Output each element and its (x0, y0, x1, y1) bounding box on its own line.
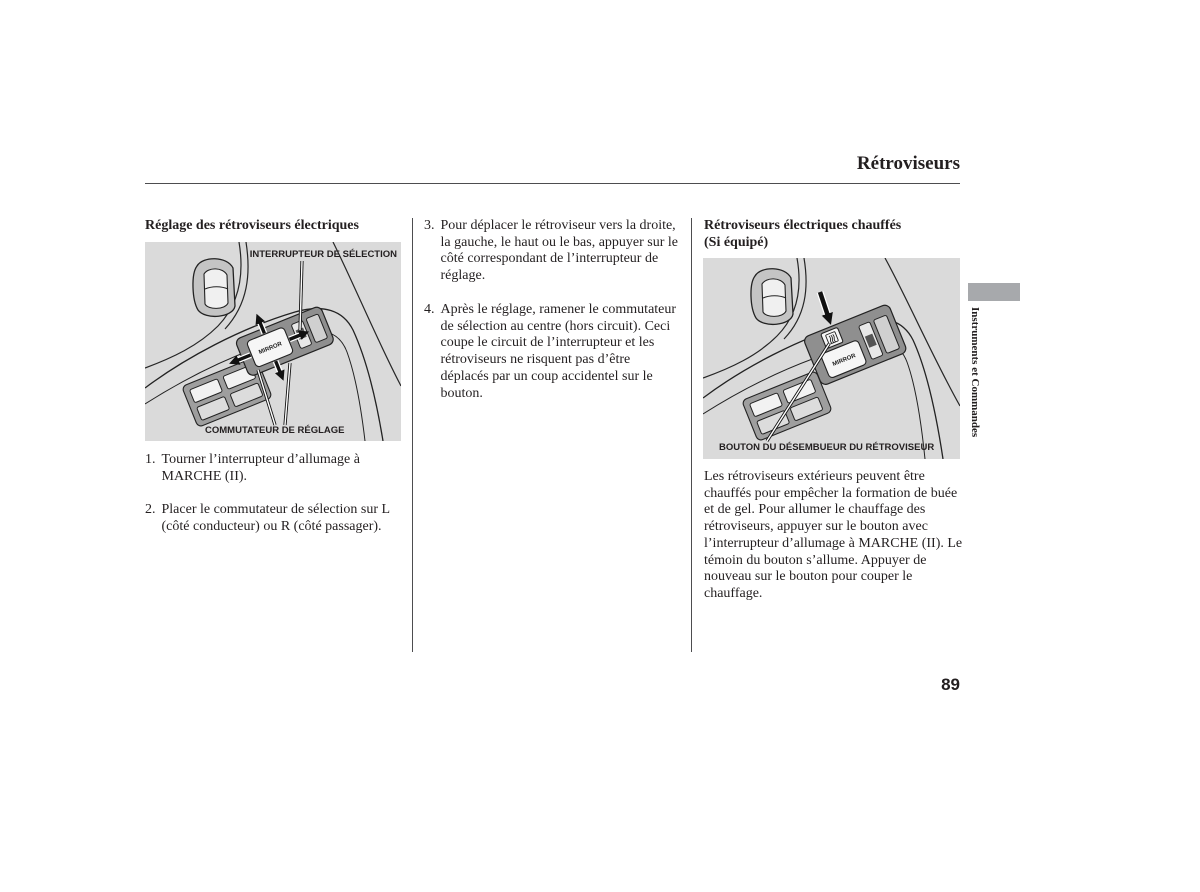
page-title: Rétroviseurs (856, 153, 960, 174)
text-line: témoin du bouton s’allume. Appuyer de (704, 552, 927, 568)
step-4 (424, 302, 676, 402)
text-line: Après le réglage, ramener le commutateur (440, 302, 677, 317)
door-handle-drawing (751, 269, 793, 325)
text-line: côté correspondant de l’interrupteur de (440, 251, 659, 267)
figure-mirror-defogger (703, 258, 960, 459)
text-line: Tourner l’interrupteur d’allumage à (161, 452, 360, 467)
text-line: déplacés par un coup accidentel sur le (440, 368, 653, 384)
text-line: et de gel. Pour allumer le chauffage des (704, 502, 926, 518)
column-divider-left (412, 218, 413, 652)
column-divider-right (691, 218, 692, 652)
heading-line: Rétroviseurs électriques chauffés (704, 218, 902, 233)
text-line: bouton. (440, 385, 483, 401)
step-number: 2. (145, 502, 156, 517)
mirror-switch-marking: MIRROR (831, 353, 857, 368)
step-text (162, 452, 360, 485)
mirror-adjustment-illustration (145, 242, 401, 441)
text-line: Placer le commutateur de sélection sur L (161, 502, 391, 517)
step-text (441, 302, 677, 402)
text-line: Pour déplacer le rétroviseur vers la droite, (440, 218, 676, 233)
figure-label-defogger-button: BOUTON DU DÉSEMBUEUR DU RÉTROVISEUR (719, 442, 935, 453)
text-line: de sélection au centre (hors circuit). Ceci (440, 318, 671, 334)
text-line: (côté conducteur) ou R (côté passager). (161, 518, 382, 534)
door-handle-grip (762, 279, 786, 317)
step-2 (145, 502, 390, 535)
step-3 (424, 218, 678, 285)
page-number: 89 (941, 675, 960, 694)
step-text (162, 502, 391, 535)
mirror-defogger-illustration (703, 258, 960, 459)
text-line: rétroviseurs ne risquent pas d’être (440, 352, 631, 368)
mirror-switch-marking: MIRROR (258, 341, 283, 356)
text-line: la gauche, le haut ou le bas, appuyer sur le (440, 234, 679, 250)
text-line: l’interrupteur d’allumage à MARCHE (II). Le (704, 535, 963, 551)
text-line: chauffés pour empêcher la formation de buée (704, 485, 958, 501)
text-line: rétroviseurs, appuyer sur le bouton avec (704, 519, 928, 535)
figure-mirror-adjustment (145, 242, 401, 441)
press-arrow-icon (820, 292, 828, 316)
text-line: coupe le circuit de l’interrupteur et les (440, 335, 655, 351)
leader-line-selector (300, 261, 302, 330)
mirror-switch-panel (803, 303, 908, 386)
text-line: chauffage. (704, 585, 763, 601)
text-line: nouveau sur le bouton pour couper le (704, 569, 913, 585)
heated-mirrors-paragraph (704, 469, 962, 603)
figure-label-adjustment-switch: COMMUTATEUR DE RÉGLAGE (205, 425, 345, 436)
step-number: 3. (424, 218, 435, 233)
section-tab-marker (968, 283, 1020, 301)
door-handle-drawing (193, 259, 235, 317)
text-line: réglage. (440, 268, 486, 284)
text-line: Les rétroviseurs extérieurs peuvent être (704, 469, 925, 484)
title-rule (145, 183, 960, 184)
leader-line-core (285, 363, 290, 425)
step-number: 4. (424, 302, 435, 317)
step-1 (145, 452, 360, 485)
door-handle-grip (204, 269, 228, 309)
section-heading-mirror-adjustment: Réglage des rétroviseurs électriques (145, 218, 359, 233)
window-switch-panel (742, 371, 833, 442)
door-trim-line (333, 242, 401, 386)
text-line: MARCHE (II). (161, 468, 248, 484)
section-heading-heated-mirrors (704, 218, 901, 251)
heading-line: (Si équipé) (704, 234, 769, 250)
step-text (441, 218, 679, 285)
step-number: 1. (145, 452, 156, 467)
section-tab-label: Instruments et Commandes (969, 307, 981, 438)
figure-label-selector-switch: INTERRUPTEUR DE SÉLECTION (249, 249, 397, 260)
